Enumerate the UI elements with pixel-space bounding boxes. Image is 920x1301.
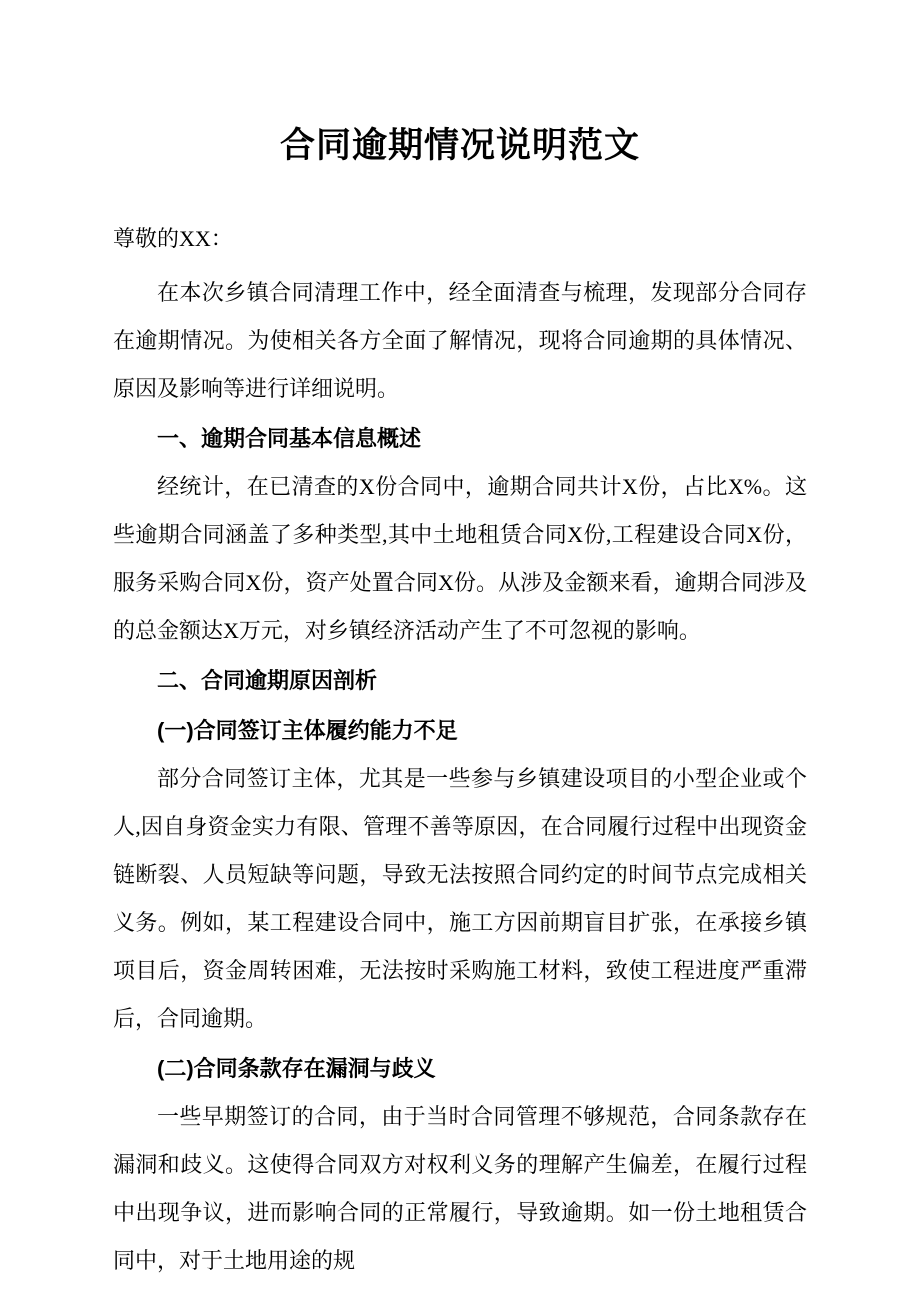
section-1-paragraph: 经统计，在已清查的X份合同中，逾期合同共计X份，占比X%。这些逾期合同涵盖了多种类型,其中土地租赁合同X份,工程建设合同X份，服务采购合同X份，资产处置合同X份。从涉及金额来看，逾期合同涉及的总金额达X万元，对乡镇经济活动产生了不可忽视的影响。 [113, 474, 807, 643]
document-title: 合同逾期情况说明范文 [279, 126, 640, 165]
section-2-2-paragraph: 一些早期签订的合同，由于当时合同管理不够规范，合同条款存在漏洞和歧义。这使得合同双方对权利义务的理解产生偏差，在履行过程中出现争议，进而影响合同的正常履行，导致逾期。如一份土地租赁合同中，对于土地用途的规 [113, 1104, 807, 1273]
section-2-1-paragraph: 部分合同签订主体，尤其是一些参与乡镇建设项目的小型企业或个人,因自身资金实力有限、管理不善等原因，在合同履行过程中出现资金链断裂、人员短缺等问题，导致无法按照合同约定的时间节点完成相关义务。例如，某工程建设合同中，施工方因前期盲目扩张，在承接乡镇项目后，资金周转困难，无法按时采购施工材料，致使工程进度严重滞后，合同逾期。 [113, 766, 807, 1031]
document-body [0, 126, 920, 1285]
section-1-heading: 一、逾期合同基本信息概述 [157, 426, 422, 451]
salutation: 尊敬的XX： [113, 226, 233, 251]
section-2-1-subheading: (一)合同签订主体履约能力不足 [157, 718, 458, 743]
intro-paragraph: 在本次乡镇合同清理工作中，经全面清查与梳理，发现部分合同存在逾期情况。为使相关各方全面了解情况，现将合同逾期的具体情况、原因及影响等进行详细说明。 [113, 280, 807, 401]
section-2-heading: 二、合同逾期原因剖析 [157, 668, 378, 693]
section-2-2-subheading: (二)合同条款存在漏洞与歧义 [157, 1056, 436, 1081]
